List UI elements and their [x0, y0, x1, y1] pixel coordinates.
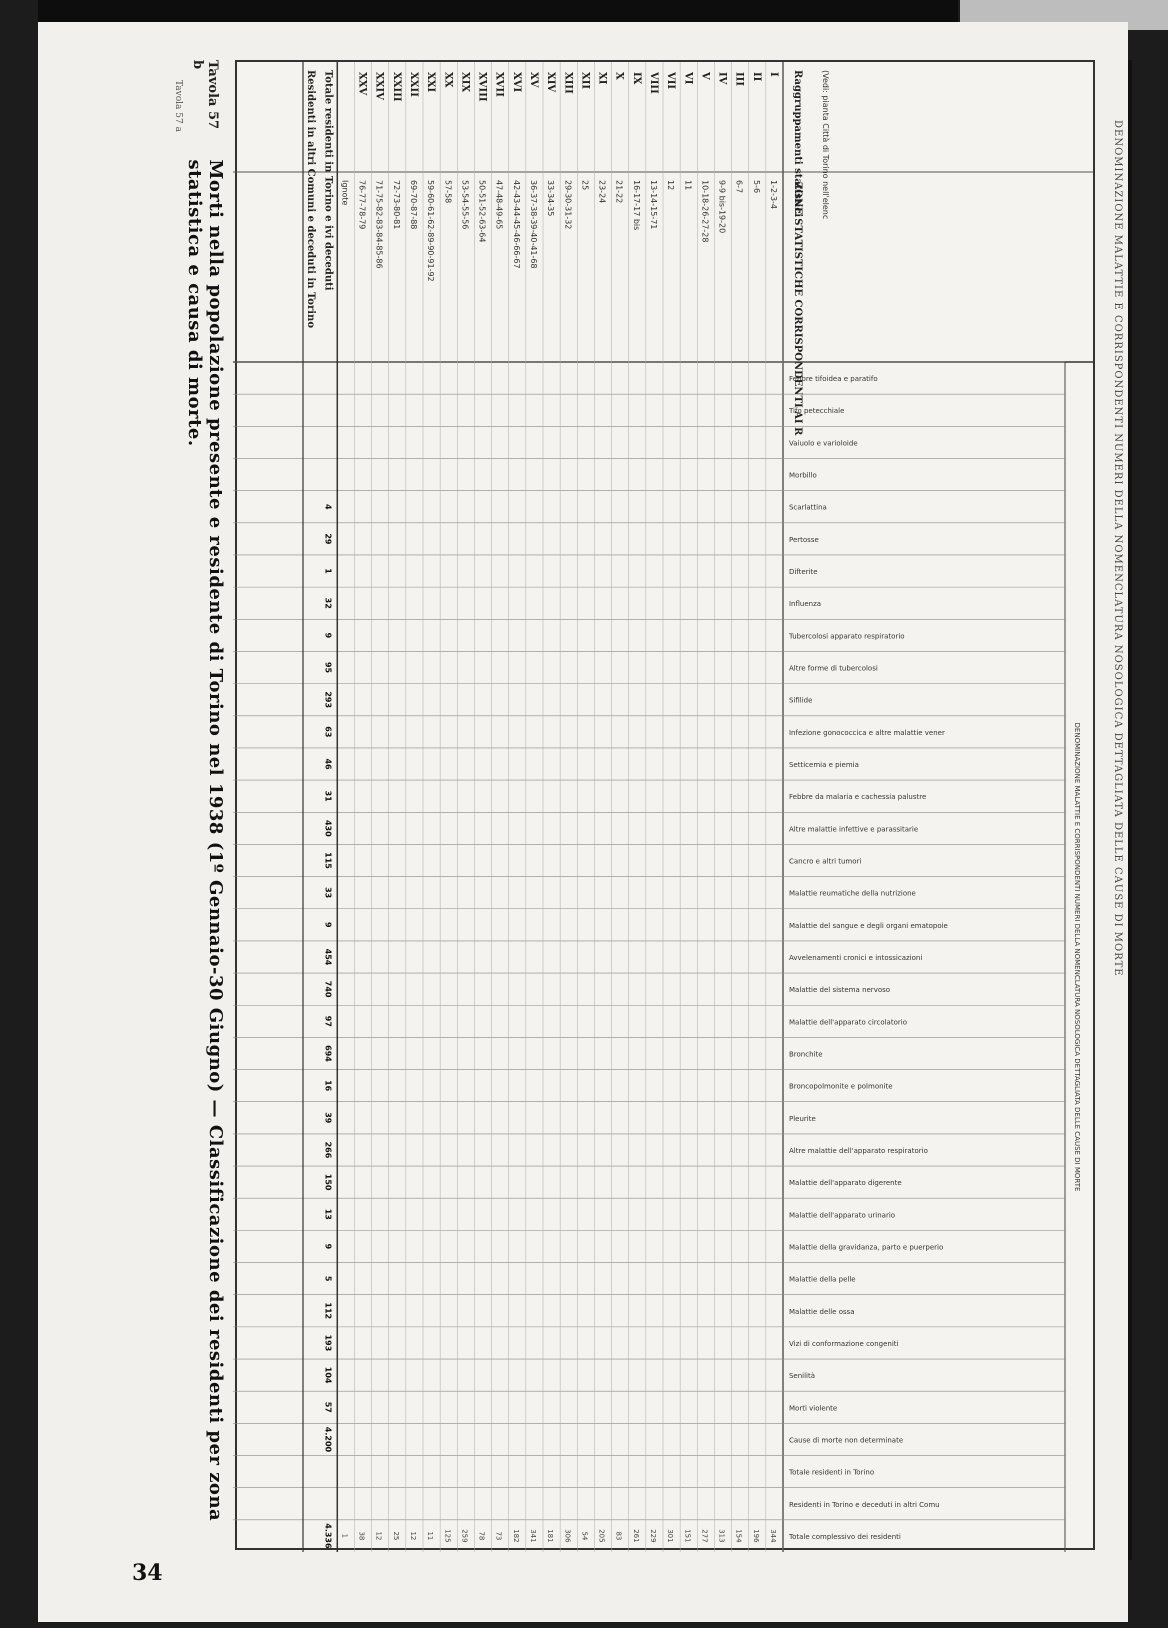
- row-group-label: XX: [442, 72, 454, 88]
- row-group-label: V: [699, 72, 711, 80]
- column-header: Totale residenti in Torino: [789, 1468, 875, 1477]
- totals-cell: 740: [323, 980, 333, 998]
- totals-cell: 46: [323, 758, 333, 770]
- column-header: Sifilide: [789, 696, 813, 705]
- row-zone-label: 53-54-55-56: [460, 180, 470, 230]
- row-total: 205: [597, 1529, 606, 1543]
- column-header: Malattie del sangue e degli organi ematopoie: [789, 921, 948, 930]
- row-zone-label: 36-37-38-39-40-41-68: [529, 180, 538, 269]
- column-header: Malattie reumatiche della nutrizione: [789, 889, 916, 898]
- totals-cell: 16: [323, 1080, 333, 1092]
- row-zone-label: Ignote: [340, 180, 350, 206]
- column-header: Tubercolosi apparato respiratorio: [789, 632, 905, 641]
- column-header: Scarlattina: [789, 503, 827, 512]
- row-zone-label: 29-30-31-32: [563, 180, 573, 230]
- column-header: Morbillo: [789, 471, 817, 480]
- row-group-label: XXI: [425, 72, 437, 93]
- row-group-label: XXV: [356, 72, 368, 96]
- column-header: Febbre tifoidea e paratifo: [789, 375, 878, 384]
- row-total: 1: [340, 1533, 349, 1539]
- row-zone-label: 50-51-52-63-64: [477, 180, 487, 243]
- column-header: Pleurite: [789, 1114, 816, 1123]
- row-group-label: XIX: [459, 72, 471, 93]
- row-zone-label: 6-7: [734, 180, 744, 194]
- row-total: 344: [769, 1529, 777, 1543]
- totals-cell: 32: [323, 597, 333, 609]
- totals-cell: 63: [323, 726, 333, 738]
- stub-col1-head: Raggruppamenti statistici: [792, 70, 803, 218]
- row-total: 151: [683, 1529, 692, 1543]
- row-total: 125: [443, 1529, 452, 1543]
- totals-cell: 4: [323, 503, 333, 510]
- column-header: Malattie della pelle: [789, 1275, 856, 1284]
- column-header: Pertosse: [789, 535, 819, 544]
- row-total: 38: [357, 1531, 366, 1541]
- group-header: DENOMINAZIONE MALATTIE E CORRISPONDENTI NUMERI DELLA NOMENCLATURA NOSOLOGICA DETTAGLIATA DELLE CAUSE DI MORTE: [1073, 722, 1081, 1192]
- row-group-label: XVI: [510, 72, 522, 93]
- column-header: Senilità: [789, 1372, 816, 1381]
- column-header: Malattie dell'apparato urinario: [789, 1211, 896, 1220]
- title-line: [185, 60, 225, 1550]
- row-zone-label: 21-22: [614, 180, 624, 204]
- row-group-label: VII: [665, 72, 677, 90]
- stub-col2-head: ZONE STATISTICHE CORRISPONDENTI AI R: [792, 182, 803, 436]
- statistics-table: [235, 60, 1095, 1550]
- column-header: Morti violente: [789, 1404, 838, 1413]
- row-zone-label: 12: [666, 180, 676, 191]
- column-header: Altre malattie dell'apparato respiratorio: [789, 1146, 928, 1155]
- row-total: 306: [563, 1529, 572, 1543]
- totals-cell: 266: [323, 1141, 333, 1159]
- row-group-label: VIII: [648, 72, 659, 94]
- totals-cell: 5: [323, 1275, 333, 1282]
- totals-cell: 9: [323, 1243, 333, 1250]
- row-total: 83: [614, 1531, 623, 1541]
- column-header: Febbre da malaria e cachessia palustre: [789, 793, 927, 802]
- row-zone-label: 16-17-17 bis: [631, 180, 641, 231]
- grand-total: 4.336: [323, 1523, 333, 1549]
- page-number: 34: [132, 1560, 163, 1586]
- tavola-label: Tavola 57 b: [190, 60, 220, 130]
- row-zone-label: 72-73-80-81: [391, 180, 401, 230]
- row-zone-label: 71-75-82-83-84-85-86: [374, 180, 384, 269]
- column-header: Malattie della gravidanza, parto e puerperio: [789, 1243, 944, 1252]
- column-header: Malattie delle ossa: [789, 1307, 855, 1316]
- row-total: 154: [734, 1529, 743, 1543]
- row-zone-label: 57-58: [443, 180, 453, 204]
- row-group-label: XII: [579, 72, 591, 90]
- column-header: Vizi di conformazione congeniti: [789, 1339, 899, 1348]
- row-group-label: IX: [630, 72, 642, 85]
- row-group-label: I: [768, 72, 779, 77]
- column-header: Altre malattie infettive e parassitarie: [789, 825, 919, 834]
- totals-cell: 39: [323, 1112, 333, 1124]
- row-group-label: VI: [682, 72, 694, 85]
- totals-cell: 9: [323, 922, 333, 928]
- totals-cell: 115: [323, 852, 333, 869]
- column-header: Malattie dell'apparato digerente: [789, 1179, 902, 1188]
- row-group-label: II: [750, 72, 762, 82]
- column-header: Malattie dell'apparato circolatorio: [789, 1018, 907, 1027]
- row-zone-label: 69-70-87-88: [409, 180, 418, 230]
- table-graphic: [233, 62, 1093, 1552]
- totals-cell: 430: [323, 819, 333, 837]
- row-total: 73: [494, 1531, 503, 1541]
- row-total: 181: [546, 1529, 555, 1543]
- column-header: Tifo petecchiale: [789, 407, 845, 416]
- totals-cell: 29: [323, 533, 333, 545]
- row-total: 341: [529, 1529, 537, 1543]
- rotated-table-page: [135, 60, 1123, 1550]
- row-total: 229: [649, 1529, 657, 1543]
- totals-label-1: Totale residenti in Torino e ivi deceduti: [322, 70, 334, 291]
- row-zone-label: 25: [580, 180, 590, 191]
- binding-edge: [1128, 60, 1132, 1560]
- row-zone-label: 59-60-61-62-89-90-91-92: [426, 180, 436, 282]
- row-group-label: XXIV: [373, 72, 385, 100]
- totals-cell: 150: [323, 1173, 333, 1191]
- row-zone-label: 5-6: [751, 180, 761, 194]
- row-zone-label: 1-2-3-4: [769, 180, 778, 210]
- row-total: 11: [426, 1531, 435, 1541]
- column-header: Vaiuolo e varioloide: [789, 439, 858, 448]
- column-header: Influenza: [789, 600, 822, 609]
- row-total: 301: [666, 1529, 675, 1543]
- row-group-label: IV: [716, 72, 728, 85]
- column-header: Bronchite: [789, 1050, 823, 1059]
- stub-note: (Vedi: pianta Città di Torino nell'elenc: [821, 70, 830, 220]
- totals-cell: 293: [323, 691, 333, 709]
- column-header: Cancro e altri tumori: [789, 857, 862, 866]
- totals-cell: 95: [323, 661, 333, 674]
- bottom-caption: Tavola 57 a: [173, 80, 183, 132]
- totals-cell: 112: [323, 1302, 333, 1320]
- row-group-label: XIII: [562, 72, 574, 94]
- row-zone-label: 11: [683, 180, 693, 191]
- row-zone-label: 42-43-44-45-46-66-67: [511, 180, 521, 269]
- column-header: Residenti in Torino e deceduti in altri Comu: [789, 1500, 940, 1509]
- column-header: Altre forme di tubercolosi: [789, 664, 878, 673]
- row-total: 12: [374, 1531, 383, 1541]
- column-header: Avvelenamenti cronici e intossicazioni: [789, 954, 923, 962]
- totals-cell: 9: [323, 632, 333, 639]
- totals-cell: 4.200: [323, 1426, 333, 1453]
- row-group-label: XXIII: [390, 72, 402, 102]
- row-group-label: XIV: [545, 72, 557, 93]
- row-zone-label: 33-34-35: [546, 180, 556, 217]
- row-group-label: III: [733, 72, 745, 87]
- page-title: Morti nella popolazione presente e residente di Torino nel 1938 (1º Gennaio-30 Giugno) — Classificazione dei residenti per zona statistica e causa di morte.: [184, 159, 226, 1522]
- totals-cell: 694: [323, 1045, 333, 1062]
- row-zone-label: 76-77-78-79: [357, 180, 367, 230]
- totals-cell: 104: [323, 1366, 333, 1384]
- column-header: Infezione gonococcica e altre malattie vener: [789, 728, 945, 737]
- row-group-label: XXII: [408, 72, 419, 97]
- row-group-label: XV: [528, 72, 539, 88]
- row-total: 182: [511, 1529, 520, 1543]
- totals-cell: 33: [323, 887, 333, 899]
- row-total: 313: [717, 1529, 726, 1543]
- row-total: 12: [409, 1531, 417, 1541]
- row-group-label: XI: [596, 72, 608, 85]
- row-group-label: XVIII: [476, 72, 488, 102]
- totals-cell: 57: [323, 1401, 333, 1413]
- row-group-label: XVII: [493, 72, 505, 97]
- column-header: Totale complessivo dei residenti: [789, 1532, 901, 1541]
- row-zone-label: 23-24: [597, 180, 607, 204]
- totals-cell: 193: [323, 1334, 333, 1352]
- row-total: 277: [700, 1529, 709, 1543]
- row-zone-label: 47-48-49-65: [494, 180, 504, 230]
- row-total: 196: [751, 1529, 760, 1543]
- totals-cell: 454: [323, 948, 333, 966]
- side-caption: DENOMINAZIONE MALATTIE E CORRISPONDENTI NUMERI DELLA NOMENCLATURA NOSOLOGICA DETTAGLIATA DELLE CAUSE DI MORTE: [1112, 120, 1123, 977]
- column-header: Difterite: [789, 568, 818, 577]
- row-total: 261: [631, 1529, 640, 1543]
- row-total: 259: [460, 1529, 469, 1543]
- totals-cell: 1: [323, 568, 333, 574]
- column-header: Broncopolmonite e polmonite: [789, 1082, 893, 1091]
- totals-cell: 97: [323, 1015, 333, 1027]
- totals-label-2: Residenti in altri Comuni e deceduti in Torino: [305, 70, 317, 328]
- row-total: 54: [580, 1531, 589, 1541]
- totals-cell: 13: [323, 1208, 333, 1220]
- row-zone-label: 13-14-15-71: [649, 180, 658, 230]
- totals-cell: 31: [323, 790, 333, 802]
- row-group-label: X: [613, 72, 625, 80]
- column-header: Cause di morte non determinate: [789, 1436, 904, 1445]
- row-zone-label: 10-18-26-27-28: [700, 180, 710, 243]
- column-header: Malattie del sistema nervoso: [789, 986, 891, 995]
- column-header: Setticemia e piemia: [789, 761, 859, 770]
- row-zone-label: 9-9 bis-19-20: [717, 180, 727, 234]
- row-total: 25: [391, 1531, 400, 1541]
- row-total: 78: [477, 1531, 486, 1541]
